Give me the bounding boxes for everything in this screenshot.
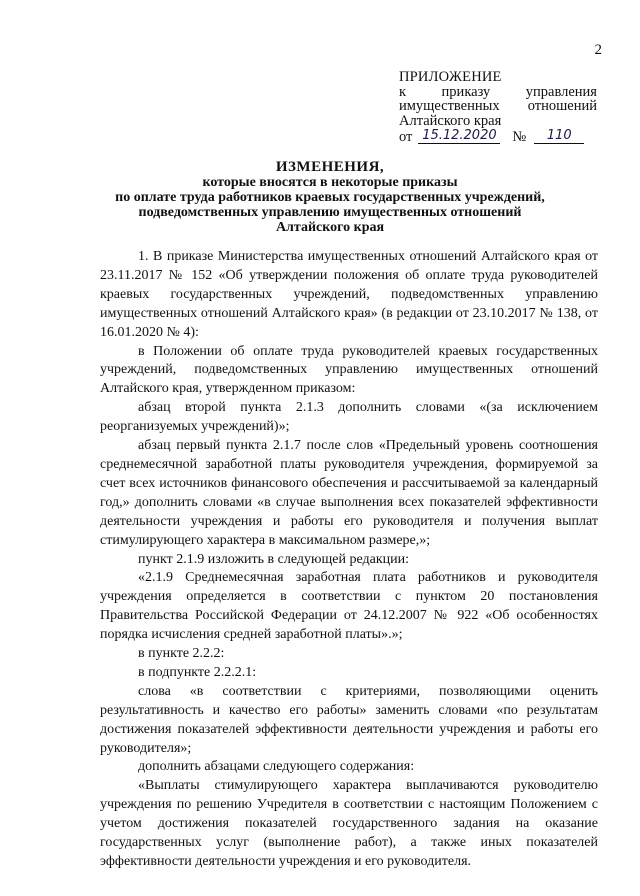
heading-line-5: Алтайского края (275, 220, 385, 235)
appendix-line-2 (399, 99, 597, 114)
heading-line-2: которые вносятся в некоторые приказы (202, 175, 458, 190)
paragraph: абзац второй пункта 2.1.3 дополнить словами «(за исключением реорганизуемых учреждений)»; (100, 400, 598, 435)
paragraph: в Положении об оплате труда руководителей краевых государственных учреждений, подведомственных управлению имущественных отношений Алтайского края, утвержденном приказом: (100, 343, 598, 397)
number-sign: № (512, 128, 527, 145)
page-number: 2 (594, 42, 602, 58)
handwritten-date: 15.12.2020 (418, 129, 500, 144)
document-heading (90, 160, 570, 235)
appendix-line1-mid: приказу (441, 83, 491, 100)
paragraph: «2.1.9 Среднемесячная заработная плата работников и руководителя учреждения определяется в соответствии с пунктом 20 постановления Правительства Российской Федерации от 24.12.2007 № 922 «Об особенностях порядка исчисления средней заработной платы».»; (100, 570, 598, 643)
heading-line-4: подведомственных управлению имущественных отношений (138, 205, 522, 220)
document-body (100, 248, 598, 872)
appendix-line2-right: отношений (527, 98, 597, 114)
appendix-block (399, 70, 597, 144)
paragraph: «Выплаты стимулирующего характера выплачиваются руководителю учреждения по решению Учредителя в соответствии с настоящим Положением с учетом достижения показателей государственного задания на оказание государственных услуг (выполнение работ), а также иных показателей эффективности деятельности учреждения и его руководителя. (100, 778, 598, 869)
date-prefix: от (399, 128, 413, 145)
heading-title: ИЗМЕНЕНИЯ, (275, 159, 385, 175)
appendix-line-3: Алтайского края (399, 112, 502, 129)
appendix-line2-left: имущественных (399, 98, 500, 114)
appendix-line1-right: управления (525, 83, 597, 100)
appendix-line1-left: к (399, 83, 407, 100)
paragraph: в пункте 2.2.2: (138, 646, 225, 662)
paragraph: 1. В приказе Министерства имущественных отношений Алтайского края от 23.11.2017 № 152 «Об утверждении положения об оплате труда руководителей краевых государственных учреждений, подведомственных управлению имущественных отношений Алтайского края» (в редакции от 23.10.2017 № 138, от 16.01.2020 № 4): (100, 249, 598, 340)
paragraph: пункт 2.1.9 изложить в следующей редакции: (138, 551, 409, 567)
paragraph: в подпункте 2.2.2.1: (138, 664, 257, 680)
handwritten-number: 110 (534, 129, 584, 144)
paragraph: абзац первый пункта 2.1.7 после слов «Предельный уровень соотношения среднемесячной заработной платы руководителя учреждения, формируемой за счет всех источников финансового обеспечения и рассчитываемой за календарный год,» дополнить словами «в случае выполнения всех показателей эффективности деятельности учреждения и работы его руководителя и получения выплат стимулирующего характера в максимальном размере,»; (100, 438, 598, 548)
paragraph: дополнить абзацами следующего содержания: (138, 759, 415, 775)
appendix-title: ПРИЛОЖЕНИЕ (399, 69, 502, 85)
appendix-date-row (399, 129, 597, 144)
appendix-line-1 (399, 85, 597, 100)
paragraph: слова «в соответствии с критериями, позволяющими оценить результативность и качество его работы» заменить словами «по результатам достижения показателей эффективности деятельности учреждения и работы его руководителя»; (100, 683, 598, 756)
heading-line-3: по оплате труда работников краевых государственных учреждений, (115, 190, 545, 205)
